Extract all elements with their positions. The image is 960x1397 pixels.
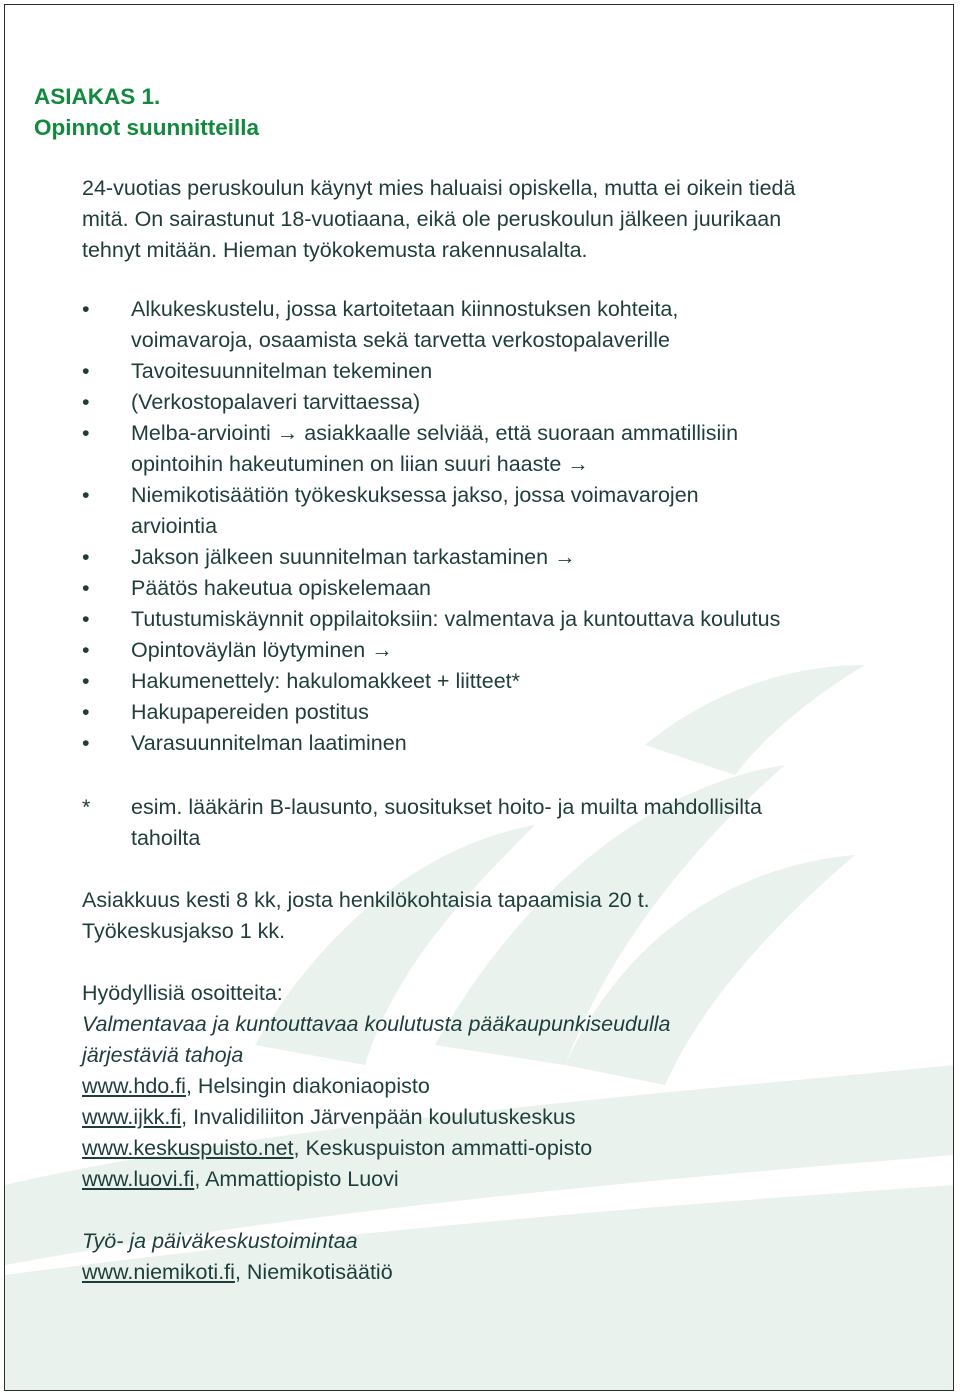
list-item-text: Opintoväylän löytyminen → <box>131 638 393 662</box>
links-section-title: Valmentavaa ja kuntouttavaa koulutusta pääkaupunkiseudulla <box>82 1012 671 1036</box>
link-row <box>82 1071 670 1102</box>
link-row <box>82 1133 670 1164</box>
summary-line: Asiakkuus kesti 8 kk, josta henkilökohtaisia tapaamisia 20 t. <box>82 888 650 912</box>
footnote-text: esim. lääkärin B-lausunto, suositukset hoito- ja muilta mahdollisilta <box>131 795 762 819</box>
link-description: , Keskuspuiston ammatti-opisto <box>293 1136 593 1160</box>
link-niemikoti[interactable]: www.niemikoti.fi <box>82 1260 235 1284</box>
list-item <box>82 573 942 604</box>
bullet-icon: • <box>82 700 90 724</box>
list-item-text: Niemikotisäätiön työkeskuksessa jakso, jossa voimavarojen <box>131 483 699 507</box>
bullet-icon: • <box>82 638 90 662</box>
case-subtitle: Opinnot suunnitteilla <box>34 115 259 140</box>
list-item-text: Melba-arviointi → asiakkaalle selviää, että suoraan ammatillisiin <box>131 421 739 445</box>
process-step-list <box>82 294 942 759</box>
useful-links <box>82 978 670 1288</box>
links-section-title: Työ- ja päiväkeskustoimintaa <box>82 1229 358 1253</box>
bullet-icon: • <box>82 607 90 631</box>
list-item <box>82 635 942 666</box>
bullet-icon: • <box>82 390 90 414</box>
case-title: ASIAKAS 1. <box>34 84 161 109</box>
list-item <box>82 666 942 697</box>
bullet-icon: • <box>82 421 90 445</box>
list-item <box>82 387 942 418</box>
list-item-text: Hakupapereiden postitus <box>131 700 369 724</box>
list-item-text: Hakumenettely: hakulomakkeet + liitteet* <box>131 669 520 693</box>
list-item-text: opintoihin hakeutuminen on liian suuri haaste → <box>131 452 589 476</box>
summary-line: Työkeskusjakso 1 kk. <box>82 919 286 943</box>
list-item <box>82 542 942 573</box>
list-item <box>82 697 942 728</box>
footnote-item <box>82 792 942 854</box>
description-line: 24-vuotias peruskoulun käynyt mies haluaisi opiskella, mutta ei oikein tiedä <box>82 176 796 200</box>
link-description: , Ammattiopisto Luovi <box>194 1167 399 1191</box>
list-item <box>82 356 942 387</box>
list-item-text: arviointia <box>131 514 218 538</box>
bullet-icon: • <box>82 576 90 600</box>
footnote <box>82 792 942 854</box>
case-description <box>82 173 922 266</box>
link-keskuspuisto[interactable]: www.keskuspuisto.net <box>82 1136 294 1160</box>
bullet-icon: • <box>82 731 90 755</box>
bullet-icon: • <box>82 483 90 507</box>
list-item <box>82 294 942 356</box>
list-item-text: Jakson jälkeen suunnitelman tarkastaminen → <box>131 545 576 569</box>
list-item <box>82 604 942 635</box>
bullet-icon: • <box>82 545 90 569</box>
list-item-text: Varasuunnitelman laatiminen <box>131 731 407 755</box>
case-summary <box>82 885 650 947</box>
list-item-text: Tutustumiskäynnit oppilaitoksiin: valmentava ja kuntouttava koulutus <box>131 607 781 631</box>
bullet-icon: • <box>82 297 90 321</box>
link-description: , Invalidiliiton Järvenpään koulutuskeskus <box>181 1105 576 1129</box>
list-item <box>82 728 942 759</box>
list-item-text: Alkukeskustelu, jossa kartoitetaan kiinnostuksen kohteita, <box>131 297 679 321</box>
link-row <box>82 1257 670 1288</box>
description-line: mitä. On sairastunut 18-vuotiaana, eikä ole peruskoulun jälkeen juurikaan <box>82 207 782 231</box>
list-item-text: Tavoitesuunnitelman tekeminen <box>131 359 433 383</box>
list-item-text: Päätös hakeutua opiskelemaan <box>131 576 432 600</box>
spacer <box>82 1195 670 1226</box>
asterisk-marker: * <box>82 795 91 819</box>
footnote-text: tahoilta <box>131 826 201 850</box>
links-section-title: järjestäviä tahoja <box>82 1043 244 1067</box>
link-row <box>82 1102 670 1133</box>
link-description: , Niemikotisäätiö <box>234 1260 393 1284</box>
document-page <box>4 4 954 1391</box>
description-line: tehnyt mitään. Hieman työkokemusta rakennusalalta. <box>82 238 588 262</box>
case-heading <box>34 81 259 143</box>
link-description: , Helsingin diakoniaopisto <box>185 1074 430 1098</box>
link-hdo[interactable]: www.hdo.fi <box>82 1074 186 1098</box>
link-ijkk[interactable]: www.ijkk.fi <box>82 1105 182 1129</box>
link-luovi[interactable]: www.luovi.fi <box>82 1167 195 1191</box>
list-item-text: voimavaroja, osaamista sekä tarvetta verkostopalaverille <box>131 328 670 352</box>
list-item <box>82 418 942 480</box>
bullet-icon: • <box>82 359 90 383</box>
link-row <box>82 1164 670 1195</box>
list-item <box>82 480 942 542</box>
links-title: Hyödyllisiä osoitteita: <box>82 981 283 1005</box>
list-item-text: (Verkostopalaveri tarvittaessa) <box>131 390 421 414</box>
bullet-icon: • <box>82 669 90 693</box>
